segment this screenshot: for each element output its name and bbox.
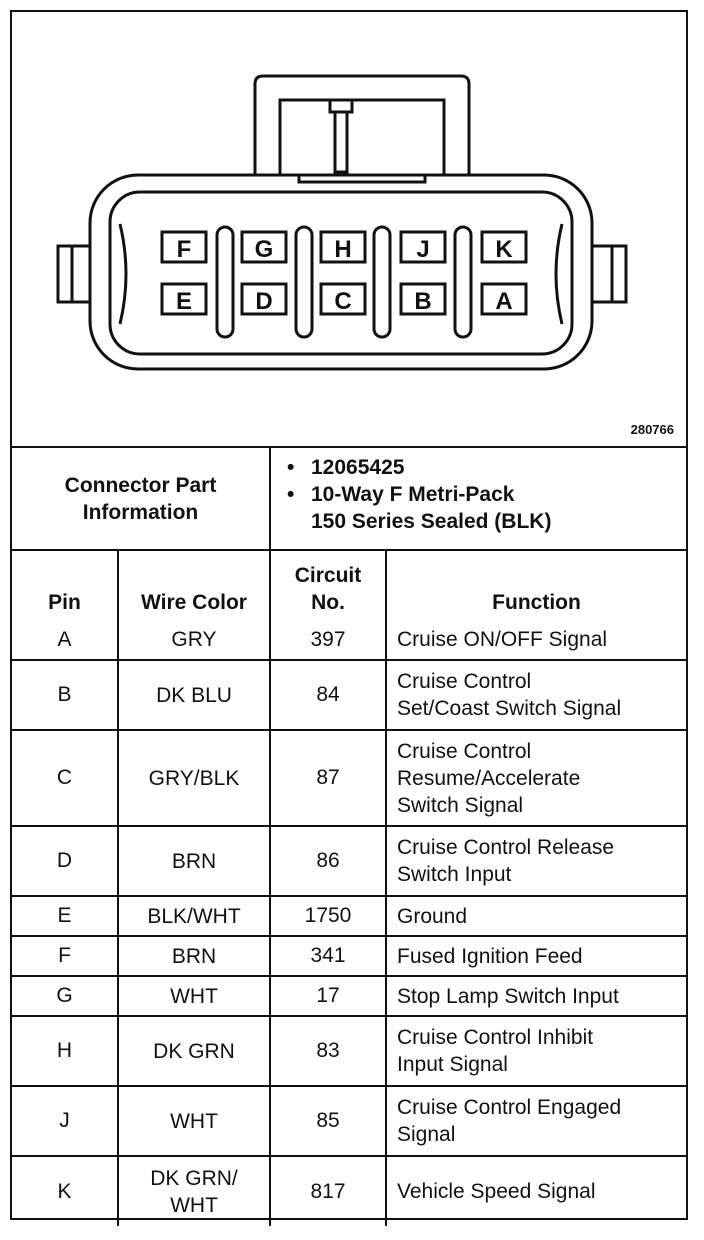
pin-cell: H: [12, 1016, 118, 1086]
function-cell-line: Switch Signal: [397, 793, 524, 817]
circuit-cell: 87: [270, 730, 386, 826]
connector-info-label-line: Information: [82, 500, 199, 524]
circuit-cell: 17: [270, 976, 386, 1016]
circuit-cell: 397: [270, 620, 386, 660]
connector-description-line: 150 Series Sealed (BLK): [311, 510, 552, 533]
function-cell-line: Resume/Accelerate: [397, 766, 581, 790]
table-row: [12, 826, 686, 896]
function-cell: [386, 1016, 686, 1086]
pin-cell: J: [12, 1086, 118, 1156]
wire-color-cell-line: DK BLU: [156, 683, 232, 707]
table-row: [12, 620, 686, 660]
pin-label-bottom: D: [255, 288, 273, 315]
function-cell-line: Cruise Control Engaged: [397, 1096, 622, 1119]
wire-color-cell: [118, 936, 270, 976]
pin-label-top: G: [254, 236, 274, 263]
pin-label-bottom: A: [495, 288, 513, 315]
table-row: [12, 1016, 686, 1086]
function-cell: [386, 976, 686, 1016]
pin-cell: F: [12, 936, 118, 976]
table-header-row: [12, 550, 686, 620]
pin-label-bottom: B: [414, 288, 432, 315]
connector-table: [12, 448, 686, 1226]
function-cell: [386, 1086, 686, 1156]
header-circuit-line: No.: [311, 591, 345, 614]
wire-color-cell-line: GRY: [171, 628, 217, 651]
header-function: Function: [386, 550, 686, 620]
connector-diagram: [12, 12, 686, 448]
wire-color-cell-line: BRN: [171, 944, 217, 968]
connector-info-list: [270, 448, 686, 550]
header-circuit: [270, 550, 386, 620]
pin-cell: E: [12, 896, 118, 936]
pin-rows: [12, 620, 686, 1226]
wire-color-cell-line: BLK/WHT: [147, 904, 241, 928]
pin-label-bottom: E: [175, 288, 193, 315]
pin-cell: G: [12, 976, 118, 1016]
function-cell-line: Fused Ignition Feed: [397, 944, 583, 968]
pin-label-top: H: [334, 236, 352, 263]
table-row: [12, 976, 686, 1016]
connector-sheet: [10, 10, 688, 1220]
wire-color-cell-line: DK GRN: [153, 1039, 235, 1063]
function-cell: [386, 936, 686, 976]
pin-label-top: J: [416, 236, 430, 263]
function-cell-line: Cruise Control: [397, 739, 532, 763]
circuit-cell: 86: [270, 826, 386, 896]
function-cell-line: Cruise Control: [397, 670, 532, 693]
connector-face-drawing: [12, 12, 686, 446]
wire-color-cell: [118, 1156, 270, 1226]
function-cell: [386, 620, 686, 660]
function-cell-line: Cruise Control Release: [397, 836, 615, 859]
function-cell-line: Vehicle Speed Signal: [397, 1180, 596, 1203]
connector-info-label-line: Connector Part: [64, 473, 217, 497]
pin-cell: C: [12, 730, 118, 826]
wire-color-cell: [118, 826, 270, 896]
function-cell: [386, 826, 686, 896]
circuit-cell: 341: [270, 936, 386, 976]
wire-color-cell: [118, 1086, 270, 1156]
function-cell-line: Switch Input: [397, 863, 512, 886]
figure-id: 280766: [630, 422, 674, 437]
circuit-cell: 1750: [270, 896, 386, 936]
wire-color-cell-line: WHT: [170, 1109, 218, 1133]
wire-color-cell-line: DK GRN/: [150, 1166, 238, 1190]
circuit-cell: 83: [270, 1016, 386, 1086]
pin-label-bottom: C: [334, 288, 352, 315]
connector-info-row: [12, 448, 686, 550]
function-cell: [386, 660, 686, 730]
wire-color-cell: [118, 976, 270, 1016]
function-cell: [386, 730, 686, 826]
pin-cell: D: [12, 826, 118, 896]
header-circuit-line: Circuit: [294, 564, 362, 587]
function-cell-line: Input Signal: [397, 1053, 508, 1076]
table-row: [12, 1086, 686, 1156]
wire-color-cell: [118, 660, 270, 730]
wire-color-cell-line: WHT: [170, 1193, 218, 1217]
connector-description-line: • 10-Way F Metri-Pack: [311, 481, 676, 508]
function-cell-line: Signal: [397, 1123, 456, 1146]
table-row: [12, 1156, 686, 1226]
pin-label-top: K: [495, 236, 513, 263]
function-cell-line: Stop Lamp Switch Input: [397, 984, 619, 1008]
table-row: [12, 730, 686, 826]
function-cell-line: Cruise Control Inhibit: [397, 1026, 594, 1049]
header-wire-color: Wire Color: [118, 550, 270, 620]
wire-color-cell: [118, 730, 270, 826]
wire-color-cell: [118, 896, 270, 936]
table-row: [12, 660, 686, 730]
circuit-cell: 817: [270, 1156, 386, 1226]
pin-cell: A: [12, 620, 118, 660]
circuit-cell: 84: [270, 660, 386, 730]
wire-color-cell-line: WHT: [170, 984, 218, 1008]
pin-cell: B: [12, 660, 118, 730]
pin-cell: K: [12, 1156, 118, 1226]
function-cell-line: Ground: [397, 904, 468, 928]
function-cell-line: Cruise ON/OFF Signal: [397, 628, 608, 651]
circuit-cell: 85: [270, 1086, 386, 1156]
wire-color-cell: [118, 620, 270, 660]
wire-color-cell: [118, 1016, 270, 1086]
table-row: [12, 896, 686, 936]
function-cell: [386, 1156, 686, 1226]
part-number: • 12065425: [311, 454, 676, 481]
function-cell-line: Set/Coast Switch Signal: [397, 697, 622, 720]
wire-color-cell-line: BRN: [171, 849, 217, 873]
pin-label-top: F: [176, 236, 192, 263]
function-cell: [386, 896, 686, 936]
table-row: [12, 936, 686, 976]
connector-info-label: [12, 448, 270, 550]
header-pin: Pin: [12, 550, 118, 620]
wire-color-cell-line: GRY/BLK: [148, 766, 240, 790]
